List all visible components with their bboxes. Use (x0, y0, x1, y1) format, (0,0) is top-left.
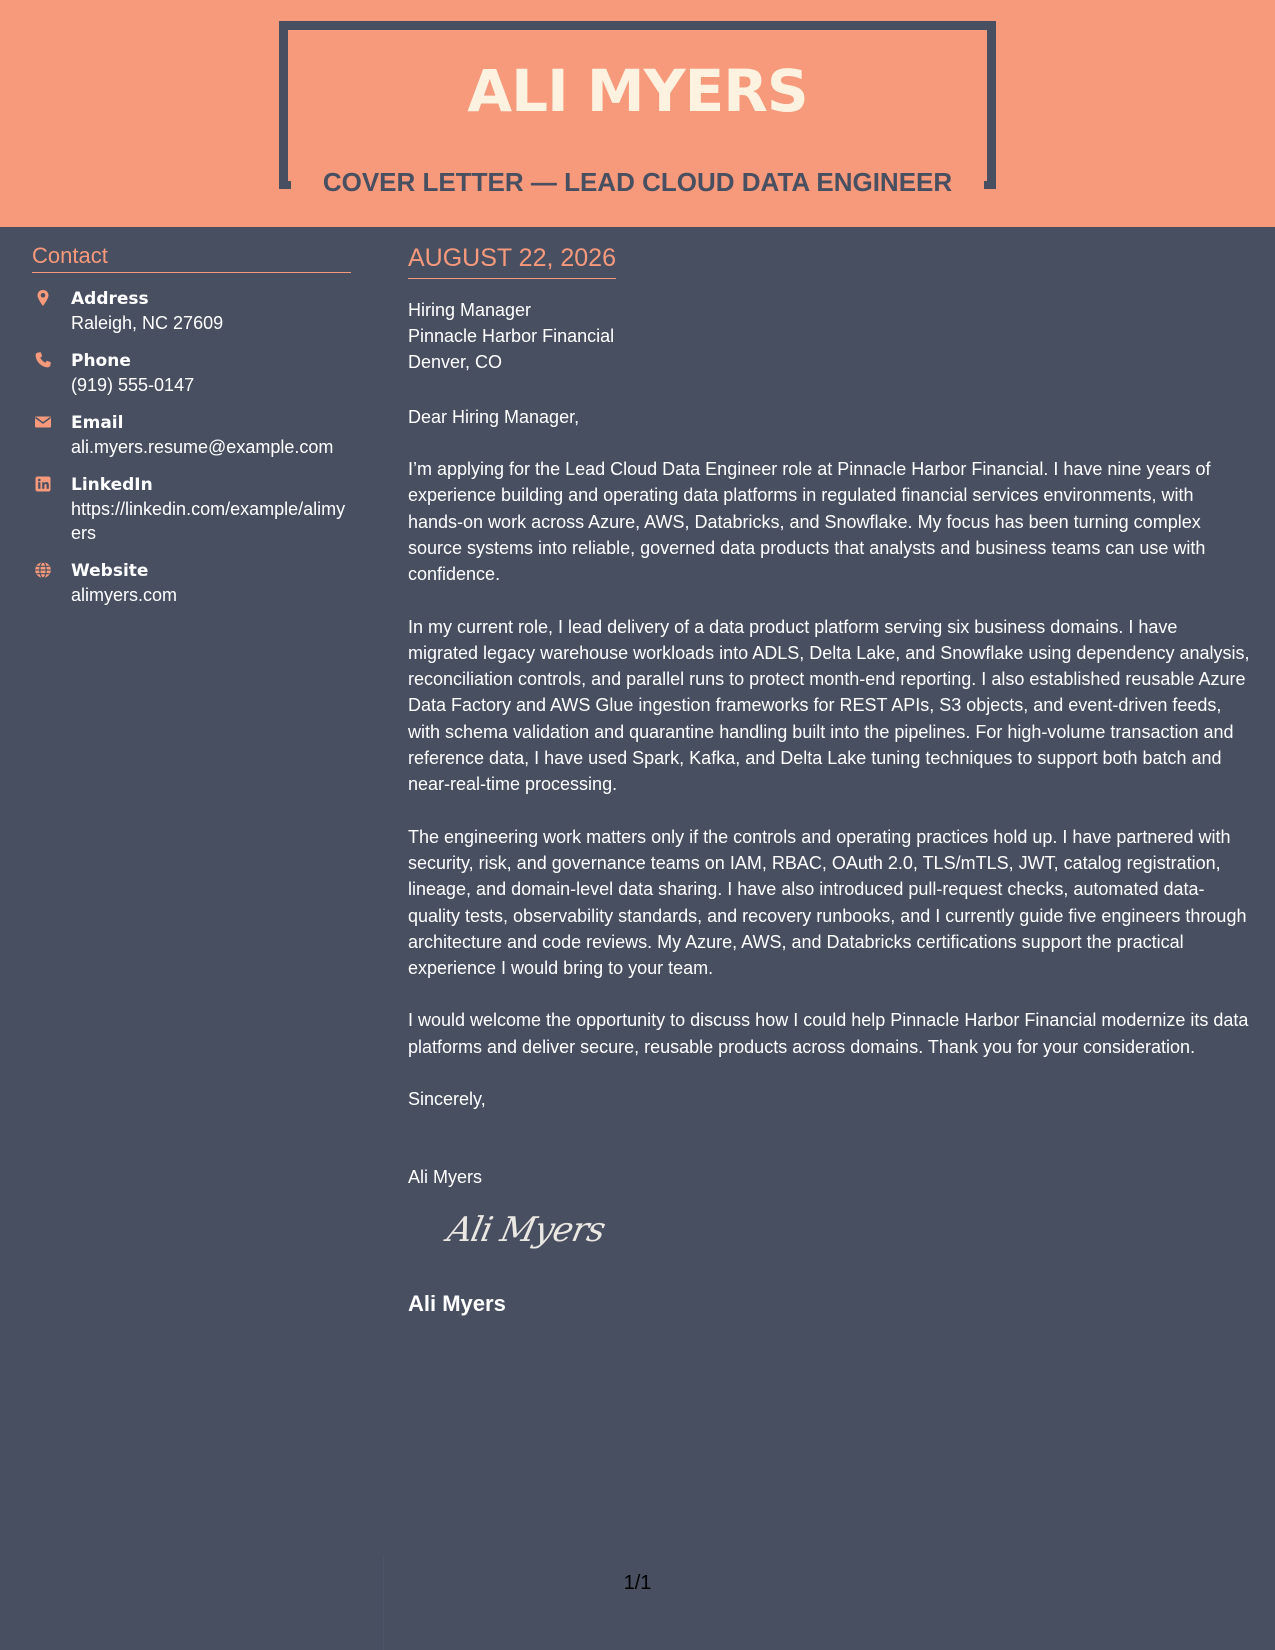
contact-label: LinkedIn (71, 475, 153, 496)
contact-item-email (32, 411, 351, 459)
linkedin-icon (34, 475, 52, 493)
contact-value: https://linkedin.com/example/alimyers (71, 499, 346, 544)
contact-item-address (32, 287, 351, 335)
phone-icon (34, 351, 52, 369)
contact-label: Phone (71, 351, 131, 372)
candidate-name: ALI MYERS (467, 57, 808, 125)
contact-value: Raleigh, NC 27609 (71, 313, 224, 334)
contact-label: Website (71, 561, 149, 582)
header-banner (0, 0, 1275, 227)
handwritten-signature (443, 1209, 708, 1273)
contact-title: Contact (32, 244, 351, 273)
frame-top-bar (279, 21, 996, 30)
recipient-line: Hiring Manager (408, 299, 532, 320)
envelope-icon (34, 413, 52, 431)
contact-label: Email (71, 413, 124, 434)
document-subtitle: COVER LETTER — LEAD CLOUD DATA ENGINEER (322, 167, 953, 197)
contact-item-phone (32, 349, 351, 397)
letter-paragraph: In my current role, I lead delivery of a data product platform serving six business domains. I have migrated legacy warehouse workloads into ADLS, Delta Lake, and Snowflake using dependency analysis, reconciliation controls, and parallel runs to protect month-end reporting. I also established reusable Azure Data Factory and AWS Glue ingestion frameworks for REST APIs, S3 objects, and event-driven feeds, with schema validation and quarantine handling built into the pipelines. For high-volume transaction and reference data, I have used Spark, Kafka, and Delta Lake tuning techniques to support both batch and near-real-time processing. (408, 616, 1250, 795)
contact-value: ali.myers.resume@example.com (71, 437, 334, 458)
closing: Sincerely, (408, 1088, 486, 1109)
letter-date: AUGUST 22, 2026 (408, 244, 616, 279)
contact-sidebar (32, 244, 351, 607)
recipient-line: Pinnacle Harbor Financial (408, 325, 615, 346)
letter-paragraph: The engineering work matters only if the controls and operating practices hold up. I have partnered with security, risk, and governance teams on IAM, RBAC, OAuth 2.0, TLS/mTLS, JWT, catalog registration, lineage, and domain-level data sharing. I have also introduced pull-request checks, automated data-quality tests, observability standards, and recovery runbooks, and I currently guide five engineers through architecture and code reviews. My Azure, AWS, and Databricks certifications support the practical experience I would bring to your team. (408, 826, 1247, 979)
letter-body (408, 244, 1252, 1317)
signature-text: Ali Myers (443, 1209, 609, 1250)
contact-item-linkedin (32, 473, 351, 545)
contact-item-website (32, 559, 351, 607)
contact-value: (919) 555-0147 (71, 375, 195, 396)
column-divider (383, 1555, 384, 1650)
signer-name: Ali Myers (408, 1290, 506, 1316)
recipient-line: Denver, CO (408, 351, 503, 372)
typed-name: Ali Myers (408, 1167, 483, 1188)
globe-icon (34, 561, 52, 579)
letter-paragraph: I’m applying for the Lead Cloud Data Engineer role at Pinnacle Harbor Financial. I have nine years of experience building and operating data platforms in regulated financial services environments, with hands-on work across Azure, AWS, Databricks, and Snowflake. My focus has been turning complex source systems into reliable, governed data products that analysts and business teams can use with confidence. (408, 459, 1211, 585)
map-pin-icon (34, 289, 52, 307)
page-number: 1/1 (623, 1572, 652, 1594)
letter-paragraph: I would welcome the opportunity to discuss how I could help Pinnacle Harbor Financial modernize its data platforms and deliver secure, reusable products across domains. Thank you for your consideration. (408, 1010, 1249, 1057)
salutation: Dear Hiring Manager, (408, 406, 580, 427)
recipient-block (408, 297, 1252, 375)
contact-value: alimyers.com (71, 585, 178, 606)
contact-label: Address (71, 289, 149, 310)
